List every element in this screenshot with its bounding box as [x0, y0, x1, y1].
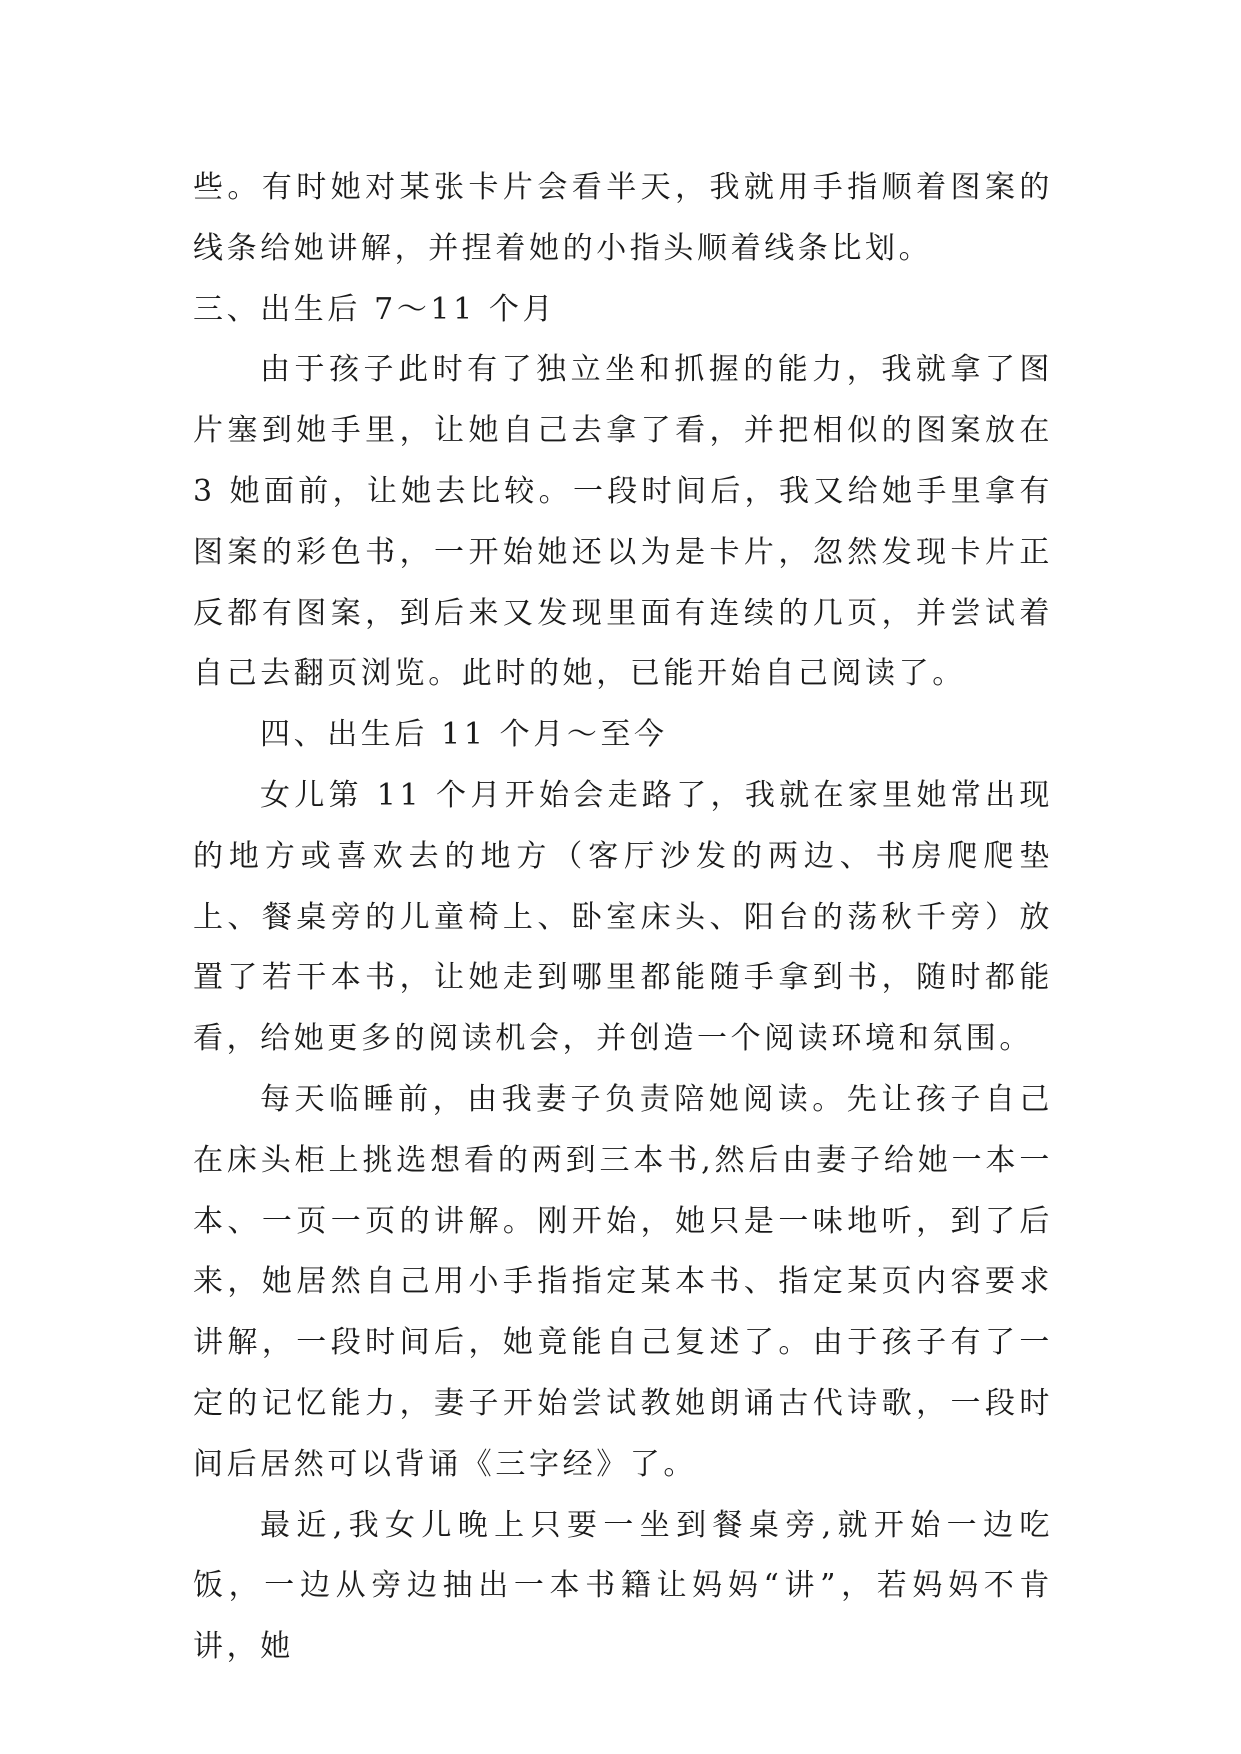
section-heading-7-11-months: 三、出生后 7～11 个月	[193, 291, 557, 327]
paragraph-walking-books: 女儿第 11 个月开始会走路了，我就在家里她常出现的地方或喜欢去的地方（客厅沙发的两边、书房爬爬垫上、餐桌旁的儿童椅上、卧室床头、阳台的荡秋千旁）放置了若干本书，让她走到哪里都能随手拿到书，随时都能看，给她更多的阅读机会，并创造一个阅读环境和氛围。	[193, 777, 1053, 1057]
paragraph-bedtime-reading: 每天临睡前，由我妻子负责陪她阅读。先让孩子自己在床头柜上挑选想看的两到三本书,然后由妻子给她一本一本、一页一页的讲解。刚开始，她只是一味地听，到了后来，她居然自己用小手指指定某本书、指定某页内容要求讲解，一段时间后，她竟能自己复述了。由于孩子有了一定的记忆能力，妻子开始尝试教她朗诵古代诗歌，一段时间后居然可以背诵《三字经》了。	[193, 1081, 1053, 1482]
section-heading-11-months-now: 四、出生后 11 个月～至今	[260, 717, 668, 753]
document-body	[193, 158, 1053, 1678]
paragraph-dinner-reading: 最近,我女儿晚上只要一坐到餐桌旁,就开始一边吃饭，一边从旁边抽出一本书籍让妈妈“讲”，若妈妈不肯讲，她	[193, 1507, 1053, 1665]
paragraph-cards-explanation: 些。有时她对某张卡片会看半天，我就用手指顺着图案的线条给她讲解，并捏着她的小指头顺着线条比划。	[193, 170, 1053, 266]
paragraph-sitting-grasping: 由于孩子此时有了独立坐和抓握的能力，我就拿了图片塞到她手里，让她自己去拿了看，并把相似的图案放在 3 她面前，让她去比较。一段时间后，我又给她手里拿有图案的彩色书，一开始她还以为是卡片，忽然发现卡片正反都有图案，到后来又发现里面有连续的几页，并尝试着自己去翻页浏览。此时的她，已能开始自己阅读了。	[193, 352, 1053, 692]
